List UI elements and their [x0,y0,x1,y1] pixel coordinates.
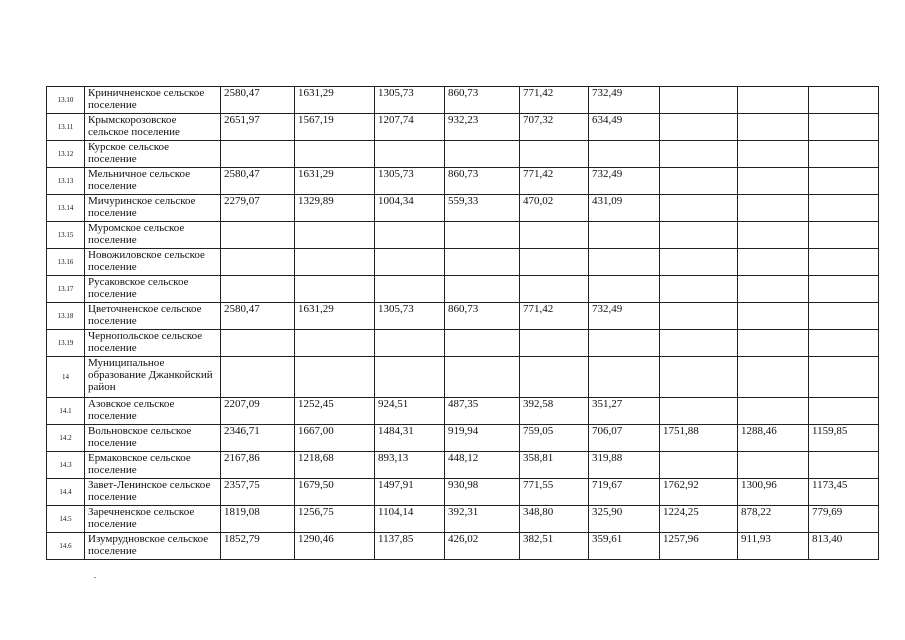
value-cell: 1173,45 [809,479,879,506]
value-cell [375,141,445,168]
value-cell [520,222,589,249]
value-cell: 1631,29 [295,87,375,114]
value-cell: 2580,47 [221,168,295,195]
value-cell: 1305,73 [375,87,445,114]
value-cell: 1137,85 [375,533,445,560]
value-cell [660,398,738,425]
value-cell: 634,49 [589,114,660,141]
value-cell [660,303,738,330]
value-cell: 860,73 [445,303,520,330]
value-cell [660,222,738,249]
value-cell [738,357,809,398]
value-cell: 359,61 [589,533,660,560]
value-cell: 448,12 [445,452,520,479]
row-number: 13.12 [47,141,85,168]
value-cell [660,276,738,303]
value-cell [375,276,445,303]
value-cell [738,87,809,114]
row-number: 14.6 [47,533,85,560]
value-cell: 1300,96 [738,479,809,506]
value-cell [660,357,738,398]
value-cell: 1290,46 [295,533,375,560]
settlement-name: Изумрудновское сельское поселение [85,533,221,560]
value-cell [809,168,879,195]
row-number: 14.1 [47,398,85,425]
row-number: 14.2 [47,425,85,452]
row-number: 13.13 [47,168,85,195]
value-cell: 919,94 [445,425,520,452]
table-row [47,249,879,276]
value-cell [660,195,738,222]
value-cell [738,222,809,249]
settlement-name: Чернопольское сельское поселение [85,330,221,357]
table-row [47,357,879,398]
value-cell: 319,88 [589,452,660,479]
value-cell [589,249,660,276]
settlement-name: Муромское сельское поселение [85,222,221,249]
table-row [47,303,879,330]
value-cell: 732,49 [589,303,660,330]
value-cell: 1159,85 [809,425,879,452]
value-cell: 759,05 [520,425,589,452]
settlement-name: Вольновское сельское поселение [85,425,221,452]
value-cell: 2279,07 [221,195,295,222]
value-cell: 2167,86 [221,452,295,479]
table-row [47,114,879,141]
value-cell [221,141,295,168]
value-cell: 860,73 [445,87,520,114]
value-cell [589,141,660,168]
value-cell [295,141,375,168]
value-cell [375,249,445,276]
value-cell: 1305,73 [375,168,445,195]
value-cell [738,452,809,479]
settlement-name: Азовское сельское поселение [85,398,221,425]
value-cell [660,249,738,276]
table-row [47,87,879,114]
value-cell [375,357,445,398]
value-cell: 1288,46 [738,425,809,452]
value-cell [295,222,375,249]
value-cell: 2346,71 [221,425,295,452]
value-cell: 1257,96 [660,533,738,560]
value-cell [295,357,375,398]
settlement-name: Крымскорозовское сельское поселение [85,114,221,141]
row-number: 13.10 [47,87,85,114]
table-row [47,276,879,303]
value-cell [295,276,375,303]
value-cell [520,276,589,303]
table-row [47,506,879,533]
value-cell: 1004,34 [375,195,445,222]
value-cell: 1224,25 [660,506,738,533]
value-cell: 771,55 [520,479,589,506]
settlement-name: Муниципальное образование Джанкойский район [85,357,221,398]
value-cell [809,330,879,357]
scan-speck [94,577,96,578]
value-cell: 358,81 [520,452,589,479]
value-cell: 1104,14 [375,506,445,533]
value-cell [445,330,520,357]
value-cell: 325,90 [589,506,660,533]
value-cell [738,303,809,330]
value-cell [520,330,589,357]
value-cell [221,357,295,398]
value-cell: 911,93 [738,533,809,560]
value-cell [221,330,295,357]
value-cell [738,114,809,141]
settlement-name: Русаковское сельское поселение [85,276,221,303]
value-cell [375,222,445,249]
value-cell: 431,09 [589,195,660,222]
value-cell [809,303,879,330]
value-cell: 1751,88 [660,425,738,452]
value-cell: 348,80 [520,506,589,533]
value-cell: 1762,92 [660,479,738,506]
value-cell: 382,51 [520,533,589,560]
value-cell [445,249,520,276]
table-row [47,533,879,560]
row-number: 13.14 [47,195,85,222]
value-cell: 813,40 [809,533,879,560]
value-cell [660,330,738,357]
settlement-name: Заречненское сельское поселение [85,506,221,533]
value-cell: 1679,50 [295,479,375,506]
value-cell [809,276,879,303]
value-cell: 706,07 [589,425,660,452]
value-cell [445,276,520,303]
value-cell [738,330,809,357]
value-cell [738,398,809,425]
value-cell: 2651,97 [221,114,295,141]
row-number: 14.3 [47,452,85,479]
value-cell: 1484,31 [375,425,445,452]
value-cell [520,357,589,398]
table-row [47,425,879,452]
table-row [47,330,879,357]
table-row [47,141,879,168]
table-row [47,398,879,425]
row-number: 13.11 [47,114,85,141]
value-cell: 1256,75 [295,506,375,533]
value-cell: 559,33 [445,195,520,222]
value-cell: 2357,75 [221,479,295,506]
value-cell: 932,23 [445,114,520,141]
row-number: 13.16 [47,249,85,276]
value-cell [589,222,660,249]
value-cell: 1218,68 [295,452,375,479]
value-cell [445,357,520,398]
value-cell: 924,51 [375,398,445,425]
value-cell [809,195,879,222]
settlement-name: Мельничное сельское поселение [85,168,221,195]
value-cell: 930,98 [445,479,520,506]
value-cell: 2580,47 [221,303,295,330]
value-cell: 351,27 [589,398,660,425]
value-cell [660,452,738,479]
value-cell [738,141,809,168]
value-cell: 487,35 [445,398,520,425]
value-cell [221,276,295,303]
value-cell: 2207,09 [221,398,295,425]
row-number: 13.15 [47,222,85,249]
value-cell [809,114,879,141]
value-cell: 1631,29 [295,168,375,195]
value-cell: 1497,91 [375,479,445,506]
value-cell: 878,22 [738,506,809,533]
value-cell: 470,02 [520,195,589,222]
value-cell: 732,49 [589,168,660,195]
value-cell: 1667,00 [295,425,375,452]
value-cell [660,168,738,195]
value-cell [520,249,589,276]
settlement-name: Курское сельское поселение [85,141,221,168]
value-cell [375,330,445,357]
value-cell [221,249,295,276]
settlements-tariff-table [46,86,879,560]
value-cell: 1852,79 [221,533,295,560]
value-cell [589,276,660,303]
value-cell [809,357,879,398]
value-cell [738,249,809,276]
table-row [47,452,879,479]
settlement-name: Новожиловское сельское поселение [85,249,221,276]
value-cell [809,222,879,249]
value-cell: 860,73 [445,168,520,195]
value-cell: 1252,45 [295,398,375,425]
value-cell [809,398,879,425]
value-cell: 1567,19 [295,114,375,141]
value-cell: 771,42 [520,303,589,330]
value-cell [660,141,738,168]
value-cell [809,141,879,168]
value-cell: 732,49 [589,87,660,114]
value-cell [809,249,879,276]
settlement-name: Цветочненское сельское поселение [85,303,221,330]
value-cell [295,249,375,276]
settlement-name: Криничненское сельское поселение [85,87,221,114]
value-cell: 1631,29 [295,303,375,330]
value-cell [221,222,295,249]
table-row [47,168,879,195]
value-cell: 893,13 [375,452,445,479]
value-cell: 426,02 [445,533,520,560]
value-cell [809,87,879,114]
value-cell [809,452,879,479]
value-cell [738,195,809,222]
value-cell [660,87,738,114]
value-cell: 1207,74 [375,114,445,141]
value-cell [738,276,809,303]
row-number: 14.5 [47,506,85,533]
value-cell: 771,42 [520,168,589,195]
value-cell [295,330,375,357]
table-row [47,195,879,222]
table-row [47,222,879,249]
row-number: 14 [47,357,85,398]
value-cell: 719,67 [589,479,660,506]
settlement-name: Мичуринское сельское поселение [85,195,221,222]
value-cell [589,357,660,398]
value-cell [445,222,520,249]
value-cell: 392,31 [445,506,520,533]
value-cell: 779,69 [809,506,879,533]
settlement-name: Завет-Ленинское сельское поселение [85,479,221,506]
value-cell: 707,32 [520,114,589,141]
row-number: 13.19 [47,330,85,357]
value-cell: 771,42 [520,87,589,114]
settlement-name: Ермаковское сельское поселение [85,452,221,479]
value-cell [445,141,520,168]
row-number: 13.17 [47,276,85,303]
value-cell: 1329,89 [295,195,375,222]
value-cell [589,330,660,357]
value-cell [660,114,738,141]
value-cell [738,168,809,195]
value-cell: 392,58 [520,398,589,425]
value-cell: 1305,73 [375,303,445,330]
value-cell [520,141,589,168]
value-cell: 1819,08 [221,506,295,533]
row-number: 14.4 [47,479,85,506]
value-cell: 2580,47 [221,87,295,114]
table-row [47,479,879,506]
row-number: 13.18 [47,303,85,330]
